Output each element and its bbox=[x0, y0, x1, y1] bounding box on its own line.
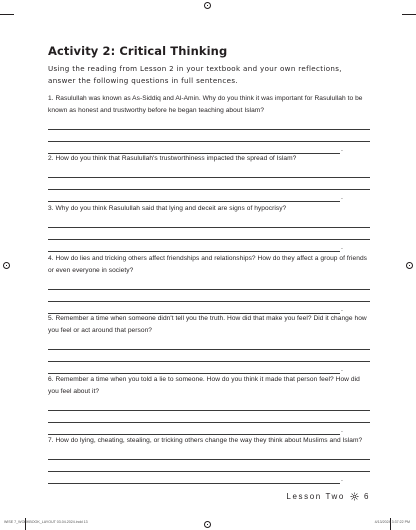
print-slug-timestamp: 4/13/2024 3:37:22 PM bbox=[374, 520, 410, 524]
question-7 bbox=[48, 435, 372, 484]
registration-mark-left-icon bbox=[3, 262, 10, 269]
question-text: 5. Remember a time when someone didn't tell you the truth. How did that make you feel? Did it change how you feel or act around that person? bbox=[48, 315, 367, 334]
question-text: 4. How do lies and tricking others affect friendships and relationships? How do they affect a group of friends or even everyone in society? bbox=[48, 255, 368, 274]
question-text: 3. Why do you think Rasulullah said that lying and deceit are signs of hypocrisy? bbox=[48, 205, 287, 212]
answer-line[interactable] bbox=[48, 459, 370, 460]
answer-line[interactable] bbox=[48, 177, 370, 178]
answer-line[interactable] bbox=[48, 483, 340, 484]
answer-line[interactable] bbox=[48, 410, 370, 411]
page-number: 6 bbox=[363, 492, 370, 501]
question-4 bbox=[48, 253, 372, 314]
page-footer bbox=[286, 492, 370, 501]
answer-line[interactable] bbox=[48, 141, 370, 142]
answer-line[interactable] bbox=[48, 289, 370, 290]
answer-line[interactable] bbox=[48, 251, 340, 252]
lesson-label: Lesson Two bbox=[286, 492, 345, 501]
question-text: 6. Remember a time when you told a lie to someone. How do you think it made that person feel? How did you feel about it? bbox=[48, 376, 360, 395]
question-5 bbox=[48, 313, 372, 374]
question-1 bbox=[48, 93, 372, 154]
rosette-icon bbox=[350, 492, 359, 501]
registration-mark-right-icon bbox=[406, 262, 413, 269]
registration-mark-bottom-icon bbox=[204, 521, 211, 528]
question-3 bbox=[48, 203, 372, 252]
activity-instructions: Using the reading from Lesson 2 in your textbook and your own reflections, answer the following questions in full sentences. bbox=[48, 64, 342, 85]
answer-line[interactable] bbox=[48, 239, 370, 240]
answer-line[interactable] bbox=[48, 471, 370, 472]
crop-mark-top-right bbox=[402, 14, 416, 15]
question-text: 7. How do lying, cheating, stealing, or tricking others change the way they think about Muslims and Islam? bbox=[48, 437, 363, 444]
answer-line[interactable] bbox=[48, 301, 370, 302]
answer-line[interactable] bbox=[48, 349, 370, 350]
registration-mark-top-icon bbox=[204, 2, 211, 9]
answer-line[interactable] bbox=[48, 189, 370, 190]
answer-line[interactable] bbox=[48, 361, 370, 362]
print-slug-file: WISE 7_WORKBOOK_LAYOUT 03.04.2024.indd 13 bbox=[4, 520, 88, 524]
crop-mark-top-left bbox=[0, 14, 14, 15]
answer-line[interactable] bbox=[48, 422, 370, 423]
question-text: 2. How do you think that Rasulullah's trustworthiness impacted the spread of Islam? bbox=[48, 155, 297, 162]
question-text: 1. Rasulullah was known as As-Siddiq and Al-Amin. Why do you think it was important for Rasulullah to be known as honest and trustworthy before he began teaching about Islam? bbox=[48, 95, 363, 114]
question-2 bbox=[48, 153, 372, 202]
question-6 bbox=[48, 374, 372, 435]
answer-line[interactable] bbox=[48, 201, 340, 202]
answer-line[interactable] bbox=[48, 129, 370, 130]
answer-line[interactable] bbox=[48, 227, 370, 228]
activity-title: Activity 2: Critical Thinking bbox=[48, 44, 228, 58]
